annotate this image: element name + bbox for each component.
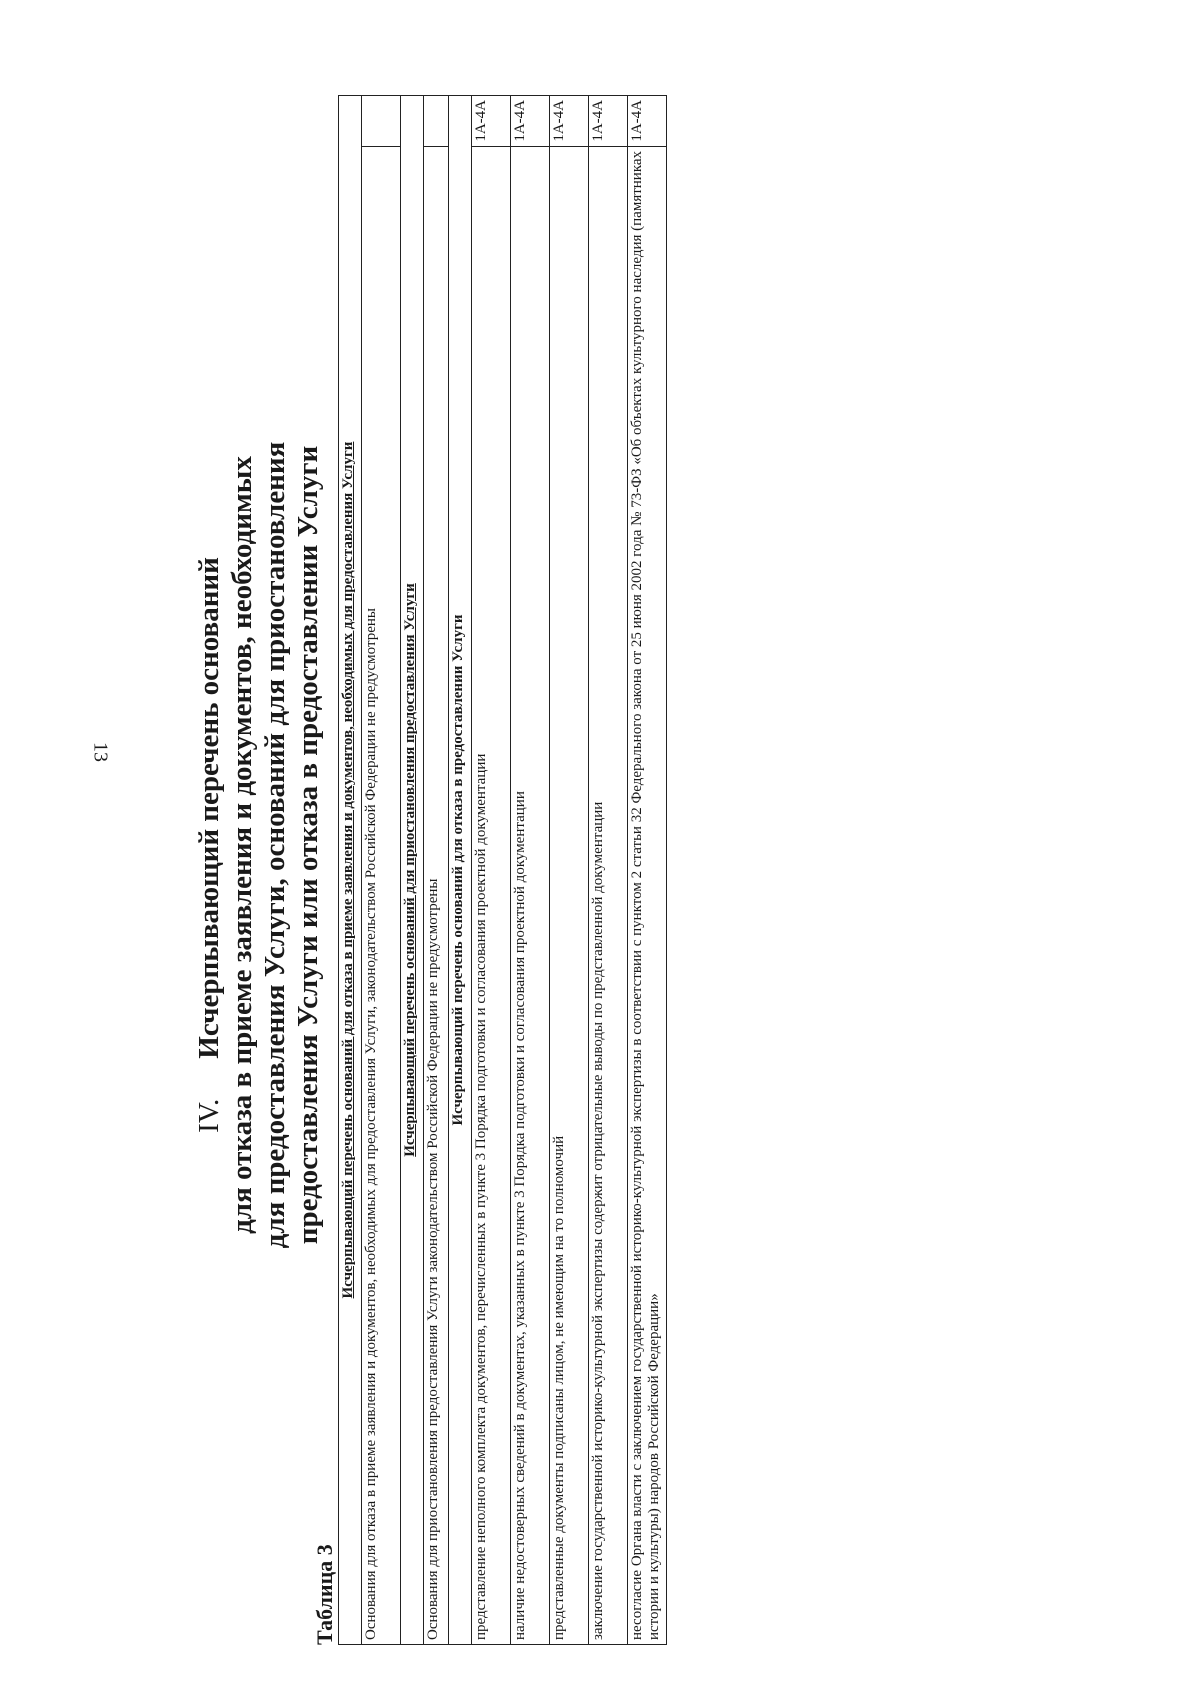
- table-row: [424, 96, 449, 1645]
- table-cell-code: 1А-4А: [511, 96, 550, 147]
- table-cell-empty: [362, 96, 401, 147]
- table-caption: Таблица 3: [312, 1544, 337, 1645]
- table-cell: Основания для отказа в приеме заявления и документов, необходимых для предоставления Услуги, законодательством Российской Федерации не предусмотрены: [362, 146, 401, 1644]
- table-row: [401, 96, 424, 1645]
- section-header: Исчерпывающий перечень оснований для отказа в предоставлении Услуги: [449, 96, 472, 1645]
- section-number: IV.: [193, 1098, 225, 1133]
- table-cell-code: 1А-4А: [550, 96, 589, 147]
- table-row: [511, 96, 550, 1645]
- table-cell: заключение государственной историко-культурной экспертизы содержит отрицательные выводы по представленной документации: [589, 146, 628, 1644]
- table-row: [628, 96, 667, 1645]
- table-cell: несогласие Органа власти с заключением государственной историко-культурной экспертизы в соответствии с пунктом 2 статьи 32 Федерального закона от 25 июня 2002 года № 73-ФЗ «Об объектах культурного наследия (памятниках истории и культуры) народов Российской Федерации»: [628, 146, 667, 1644]
- section-header: Исчерпывающий перечень оснований для приостановления предоставления Услуги: [401, 96, 424, 1645]
- table-row: [449, 96, 472, 1645]
- rotated-content: [100, 45, 1100, 1645]
- section-header: Исчерпывающий перечень оснований для отказа в приеме заявления и документов, необходимых для предоставления Услуги: [339, 96, 362, 1645]
- table-cell-code: 1А-4А: [589, 96, 628, 147]
- grounds-table: [338, 95, 667, 1645]
- table-row: [550, 96, 589, 1645]
- title-line-2: для отказа в приеме заявления и документов, необходимых: [226, 456, 258, 1234]
- table-row: [472, 96, 511, 1645]
- section-title: [100, 45, 350, 1645]
- table-cell-code: 1А-4А: [628, 96, 667, 147]
- table-cell: представленные документы подписаны лицом, не имеющим на то полномочий: [550, 146, 589, 1644]
- title-line-3: для предоставления Услуги, оснований для приостановления: [259, 441, 291, 1249]
- table-row: [362, 96, 401, 1645]
- table-cell: наличие недостоверных сведений в документах, указанных в пункте 3 Порядка подготовки и согласования проектной документации: [511, 146, 550, 1644]
- table-row: [339, 96, 362, 1645]
- title-line-1: [192, 45, 226, 1645]
- title-line-4: предоставления Услуги или отказа в предоставлении Услуги: [292, 445, 324, 1245]
- table-row: [589, 96, 628, 1645]
- table-cell: Основания для приостановления предоставления Услуги законодательством Российской Федерации не предусмотрены: [424, 146, 449, 1644]
- title-line-1-text: Исчерпывающий перечень оснований: [193, 557, 225, 1059]
- page-number: 13: [89, 742, 112, 762]
- table-cell: представление неполного комплекта документов, перечисленных в пункте 3 Порядка подготовки и согласования проектной документации: [472, 146, 511, 1644]
- table-cell-empty: [424, 96, 449, 147]
- table-cell-code: 1А-4А: [472, 96, 511, 147]
